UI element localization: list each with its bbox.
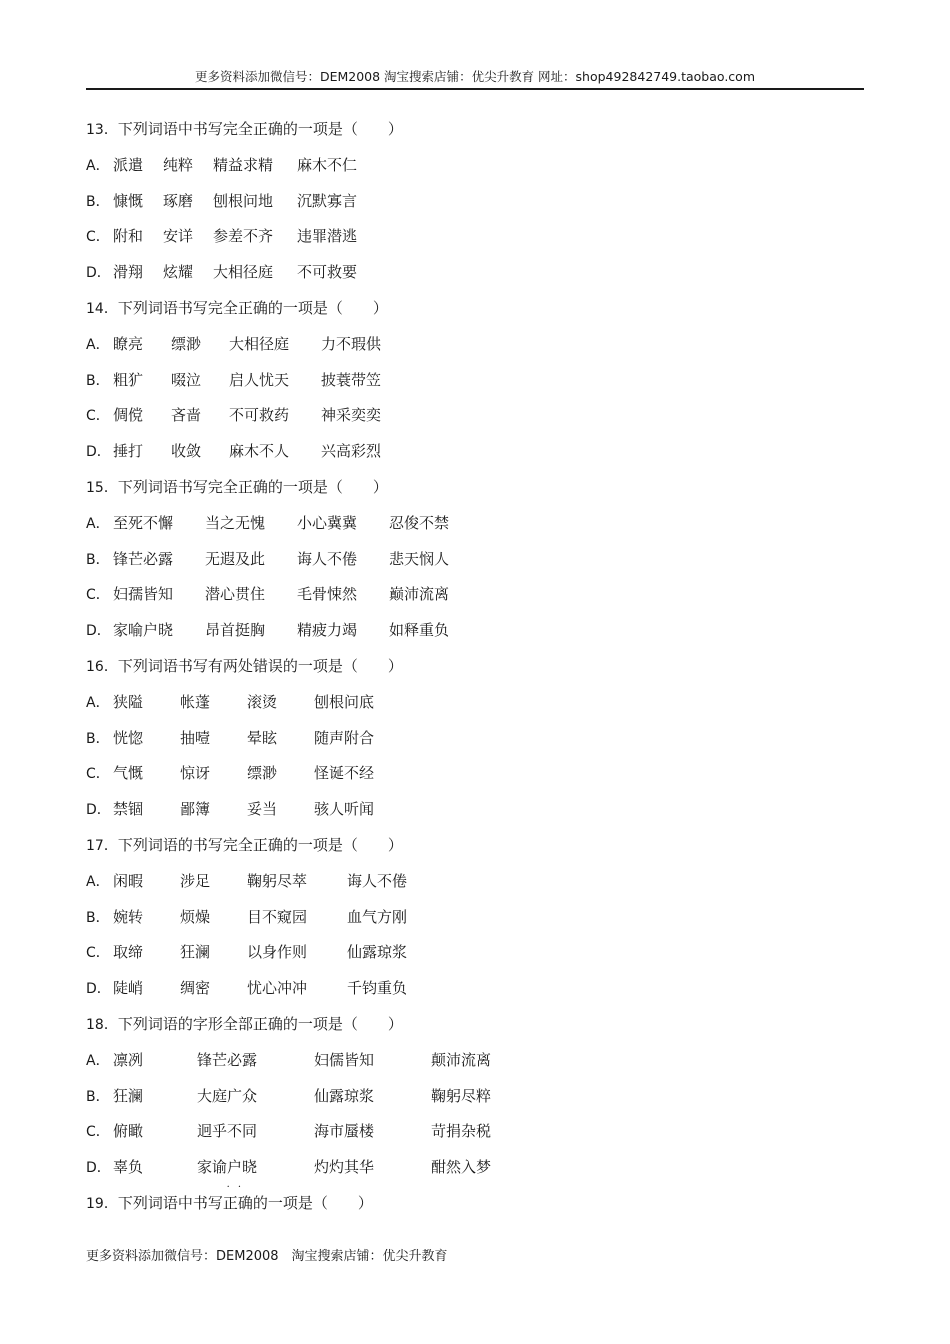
option-word: 海市蜃楼 [314, 1122, 375, 1141]
option-word: 惊讶 [180, 764, 211, 783]
question-stem: 下列词语书写完全正确的一项是（ ） [117, 477, 388, 496]
question-stem: 下列词语的书写完全正确的一项是（ ） [117, 835, 403, 854]
question-18 [86, 1007, 864, 1186]
option-word: 恍惚 [113, 728, 144, 747]
option-word: 瞭亮 [113, 334, 144, 353]
question-14 [86, 291, 864, 470]
option-c [86, 219, 864, 255]
option-letter: A． [86, 694, 110, 711]
option-word: 辜负 [113, 1158, 144, 1177]
option-d [86, 1150, 864, 1186]
question-16 [86, 649, 864, 828]
option-word: 妥当 [247, 800, 278, 819]
option-word: 滑翔 [113, 263, 144, 282]
option-word: 大庭广众 [197, 1086, 258, 1105]
option-word: 诲人不倦 [297, 549, 358, 568]
option-word: 鞠躬尽粹 [431, 1086, 492, 1105]
option-word: 诲人不倦 [347, 871, 408, 890]
option-c [86, 398, 864, 434]
option-word: 以身作则 [247, 943, 308, 962]
option-word: 锋芒必露 [197, 1050, 258, 1069]
option-word: 炫耀 [163, 263, 194, 282]
question-number: 15． [86, 479, 118, 496]
option-c [86, 935, 864, 971]
option-word: 捶打 [113, 442, 144, 461]
question-number: 13． [86, 122, 118, 138]
header-text: 更多资料添加微信号：DEM2008 淘宝搜索店铺：优尖升教育 网址：shop492842749.taobao.com [194, 69, 756, 84]
question-number: 19． [86, 1195, 118, 1212]
option-letter: B． [86, 551, 110, 568]
option-word: 麻木不人 [229, 442, 290, 461]
question-title [86, 1007, 864, 1043]
option-word: 凛冽 [113, 1050, 144, 1069]
option-word: 吝啬 [171, 406, 202, 425]
option-word: 仙露琼浆 [347, 943, 408, 962]
question-title [86, 649, 864, 685]
option-letter: C． [86, 945, 110, 962]
option-word: 仙露琼浆 [314, 1086, 375, 1105]
option-word: 灼灼其华 [314, 1158, 375, 1177]
option-word: 闲暇 [113, 871, 144, 890]
option-b [86, 900, 864, 936]
option-word: 附和 [113, 227, 144, 246]
option-word: 不可救要 [297, 263, 358, 282]
option-letter: B． [86, 193, 110, 210]
option-word: 烦燥 [180, 907, 211, 926]
question-number: 18． [86, 1016, 118, 1033]
option-word: 迥乎不同 [197, 1122, 258, 1141]
question-title [86, 470, 864, 506]
option-word: 潜心贯住 [205, 585, 266, 604]
option-letter: D． [86, 1160, 111, 1177]
option-word: 鄙簿 [180, 800, 211, 819]
option-a [86, 864, 864, 900]
option-d [86, 613, 864, 649]
option-word: 忧心冲冲 [247, 979, 308, 998]
option-word: 酣然入梦 [431, 1158, 492, 1177]
question-17 [86, 828, 864, 1007]
option-letter: A． [86, 515, 110, 532]
emphasis-text: 正确 [222, 1193, 253, 1212]
option-letter: B． [86, 1088, 110, 1105]
option-word: 狂澜 [180, 943, 211, 962]
option-word: 千钧重负 [347, 979, 408, 998]
question-number: 16． [86, 658, 118, 675]
footer-text: 更多资料添加微信号：DEM2008 淘宝搜索店铺：优尖升教育 [86, 1249, 448, 1264]
option-word: 琢磨 [163, 191, 194, 210]
option-word: 大相径庭 [213, 263, 274, 282]
option-word: 派遣 [113, 155, 144, 174]
option-word: 怪诞不经 [314, 764, 375, 783]
option-c [86, 1114, 864, 1150]
option-word: 禁锢 [113, 800, 144, 819]
option-word: 安详 [163, 227, 194, 246]
option-d [86, 434, 864, 470]
option-letter: B． [86, 909, 110, 926]
option-letter: D． [86, 802, 111, 819]
emphasis-dots: ·· [226, 1181, 250, 1193]
option-word: 涉足 [180, 871, 211, 890]
option-b [86, 1079, 864, 1115]
page-footer [86, 1245, 448, 1264]
option-word: 纯粹 [163, 155, 194, 174]
option-a [86, 1043, 864, 1079]
option-word: 妇儒皆知 [314, 1050, 375, 1069]
page-header [86, 66, 864, 90]
option-word: 颠沛流离 [431, 1050, 492, 1069]
option-word: 力不瑕供 [321, 334, 382, 353]
question-title [86, 828, 864, 864]
option-letter: C． [86, 1124, 110, 1141]
question-number: 17． [86, 837, 118, 854]
option-word: 沉默寡言 [297, 191, 358, 210]
option-b [86, 542, 864, 578]
option-d [86, 792, 864, 828]
option-word: 悲天悯人 [389, 549, 450, 568]
option-a [86, 506, 864, 542]
option-letter: A． [86, 873, 110, 890]
option-word: 帐蓬 [180, 692, 211, 711]
option-letter: D． [86, 265, 111, 282]
option-c [86, 577, 864, 613]
option-word: 抽噎 [180, 728, 211, 747]
question-13 [86, 112, 864, 291]
question-title [86, 112, 864, 148]
option-word: 毛骨悚然 [297, 585, 358, 604]
option-a [86, 148, 864, 184]
option-word: 忍俊不禁 [389, 513, 450, 532]
option-c [86, 756, 864, 792]
option-word: 不可救药 [229, 406, 290, 425]
question-stem: 下列词语书写有两处错误的一项是（ ） [117, 656, 403, 675]
option-letter: D． [86, 981, 111, 998]
option-word: 违罪潜逃 [297, 227, 358, 246]
option-letter: A． [86, 1052, 110, 1069]
option-word: 狂澜 [113, 1086, 144, 1105]
option-word: 刨根问地 [213, 191, 274, 210]
option-word: 当之无愧 [205, 513, 266, 532]
option-word: 至死不懈 [113, 513, 174, 532]
option-letter: A． [86, 336, 110, 353]
option-word: 绸密 [180, 979, 211, 998]
option-a [86, 685, 864, 721]
option-word: 神采奕奕 [321, 406, 382, 425]
option-word: 晕眩 [247, 728, 278, 747]
option-letter: B． [86, 730, 110, 747]
question-title [86, 1181, 864, 1222]
option-word: 婉转 [113, 907, 144, 926]
option-word: 苛捐杂税 [431, 1122, 492, 1141]
option-word: 粗犷 [113, 370, 144, 389]
option-word: 缥渺 [171, 334, 202, 353]
option-word: 昂首挺胸 [205, 621, 266, 640]
option-word: 大相径庭 [229, 334, 290, 353]
question-stem-pre: 下列词语中书写 [117, 1193, 223, 1212]
option-word: 家喻户晓 [113, 621, 174, 640]
option-letter: C． [86, 766, 110, 783]
option-word: 披蓑带笠 [321, 370, 382, 389]
option-word: 取缔 [113, 943, 144, 962]
option-word: 啜泣 [171, 370, 202, 389]
option-word: 俯瞰 [113, 1122, 144, 1141]
option-word: 精疲力竭 [297, 621, 358, 640]
option-word: 精益求精 [213, 155, 274, 174]
option-word: 妇孺皆知 [113, 585, 174, 604]
option-letter: C． [86, 587, 110, 604]
option-word: 陡峭 [113, 979, 144, 998]
option-word: 锋芒必露 [113, 549, 174, 568]
option-b [86, 184, 864, 220]
option-word: 巅沛流离 [389, 585, 450, 604]
question-list [86, 112, 864, 1222]
option-word: 滚烫 [247, 692, 278, 711]
option-word: 目不窥园 [247, 907, 308, 926]
option-letter: D． [86, 444, 111, 461]
question-title [86, 291, 864, 327]
option-word: 无遐及此 [205, 549, 266, 568]
question-stem: 下列词语书写完全正确的一项是（ ） [117, 298, 388, 317]
option-word: 随声附合 [314, 728, 375, 747]
option-word: 慷慨 [113, 191, 144, 210]
option-word: 麻木不仁 [297, 155, 358, 174]
option-word: 骇人听闻 [314, 800, 375, 819]
question-number: 14． [86, 300, 118, 317]
question-stem-post: 的一项是（ ） [252, 1193, 373, 1212]
option-letter: C． [86, 229, 110, 246]
option-word: 血气方刚 [347, 907, 408, 926]
option-word: 参差不齐 [213, 227, 274, 246]
option-word: 缥渺 [247, 764, 278, 783]
option-letter: B． [86, 372, 110, 389]
option-word: 家谕户晓 [197, 1158, 258, 1177]
question-stem: 下列词语的字形全部正确的一项是（ ） [117, 1014, 403, 1033]
option-a [86, 327, 864, 363]
option-letter: D． [86, 623, 111, 640]
option-word: 气慨 [113, 764, 144, 783]
option-word: 小心冀冀 [297, 513, 358, 532]
option-b [86, 721, 864, 757]
option-word: 兴高彩烈 [321, 442, 382, 461]
option-word: 如释重负 [389, 621, 450, 640]
question-stem: 下列词语中书写完全正确的一项是（ ） [117, 120, 403, 138]
option-word: 狭隘 [113, 692, 144, 711]
emphasis-word [222, 1181, 253, 1212]
option-word: 鞠躬尽萃 [247, 871, 308, 890]
option-word: 刨根问底 [314, 692, 375, 711]
option-word: 启人忧天 [229, 370, 290, 389]
option-d [86, 255, 864, 291]
option-word: 倜傥 [113, 406, 144, 425]
option-b [86, 363, 864, 399]
question-19 [86, 1181, 864, 1222]
option-d [86, 971, 864, 1007]
option-letter: A． [86, 157, 110, 174]
option-word: 收敛 [171, 442, 202, 461]
option-letter: C． [86, 408, 110, 425]
question-15 [86, 470, 864, 649]
